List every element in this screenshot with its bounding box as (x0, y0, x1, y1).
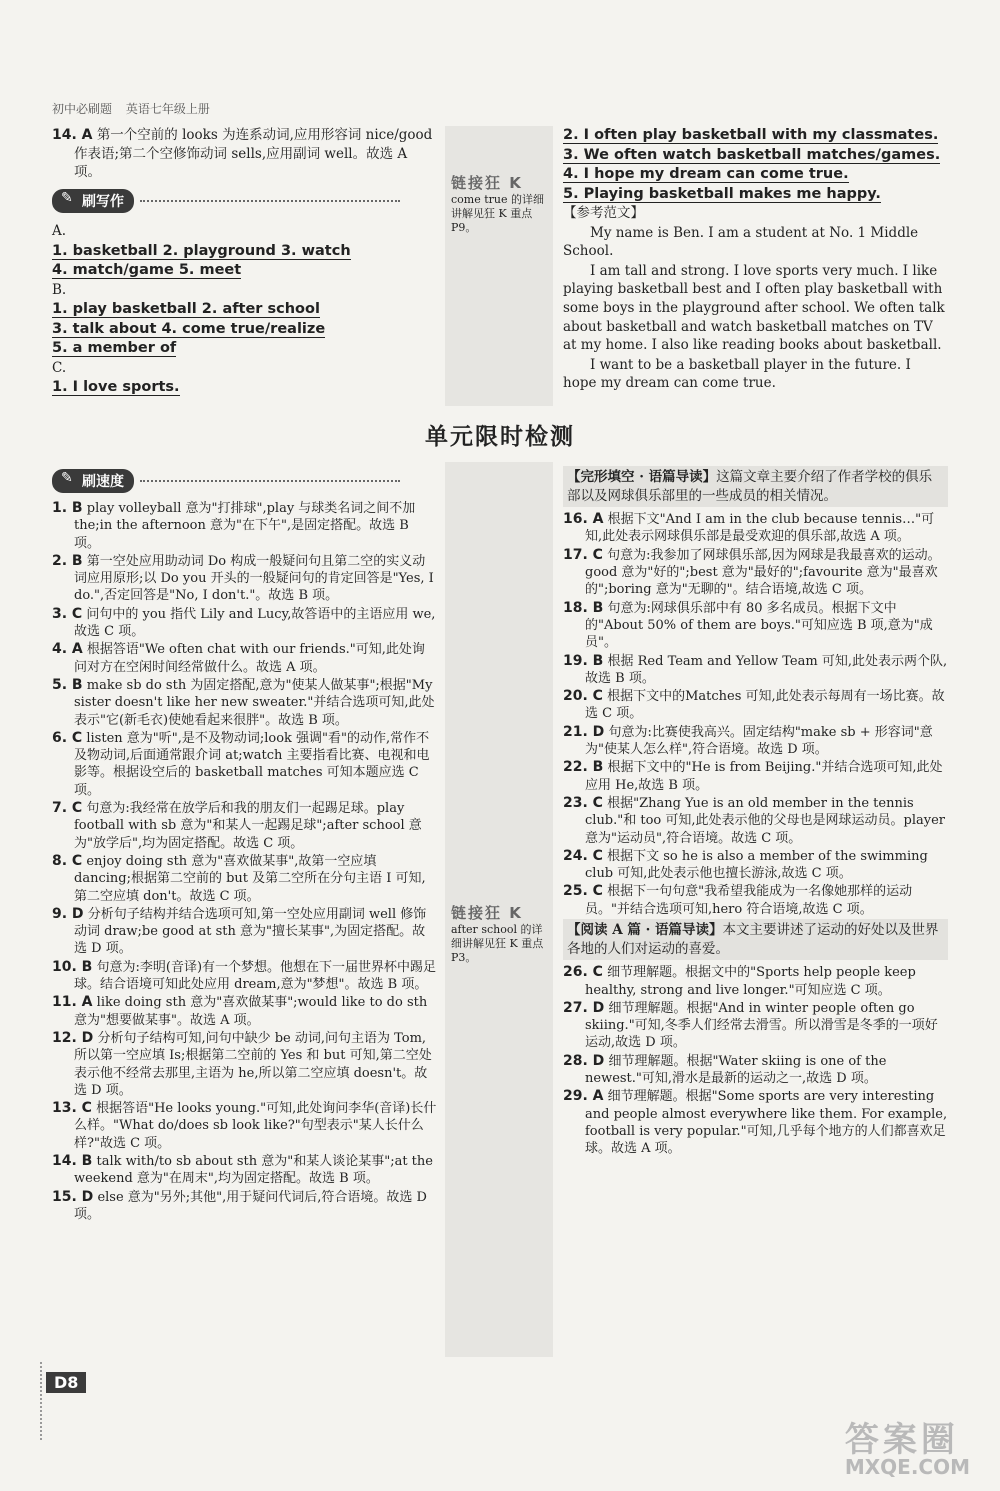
item-text: 根据下文中的"He is from Beijing."并结合选项可知,此处应用 He,故选 B 项。 (585, 760, 943, 793)
answer-item (52, 500, 437, 552)
item-text: 第一空处应用助动词 Do 构成一般疑问句且第二空的实义动词应用原形;以 Do you 开头的一般疑问句的肯定回答是"Yes, I do.",否定回答是"No, I don't."。故选 B 项。 (74, 553, 434, 604)
link-logo: 链接狂 K (451, 174, 523, 192)
essay-para-1: My name is Ben. I am a student at No. 1 Middle School. (563, 224, 919, 260)
answer-item (52, 1100, 437, 1152)
item-number: 29. A (563, 1088, 604, 1105)
answer-item (52, 853, 437, 905)
watermark (845, 1412, 970, 1479)
item-text: play volleyball 意为"打排球",play 与球类名词之间不加 the;in the afternoon 意为"在下午",是固定搭配。故选 B 项。 (74, 501, 416, 551)
answer-item (52, 553, 437, 605)
answer-item (563, 883, 948, 918)
item-text: 根据 Red Team and Yellow Team 可知,此处表示两个队,故选 B 项。 (585, 653, 948, 686)
item-text: 根据答语"He looks young."可知,此处询问李华(音译)长什么样。"What do/does sb look like?"句型表示"某人长什么样?"故选 C 项。 (74, 1101, 437, 1151)
badge-label: ✎ 刷速度 (52, 469, 134, 493)
item-text: 句意为:我经常在放学后和我的朋友们一起踢足球。play football with sb 意为"和某人一起踢足球";after school 意为"放学后",均为固定搭配。故选 C 项。 (74, 801, 422, 851)
answer-item (52, 959, 437, 994)
item-number: 12. D (52, 1029, 94, 1046)
top-left-column (52, 126, 437, 183)
sidebar-note-top (445, 126, 553, 406)
item-number: 15. D (52, 1188, 94, 1205)
guide-text: 这篇文章主要介绍了作者学校的俱乐部以及网球俱乐部里的一些成员的相关情况。 (567, 469, 933, 504)
b-line-1: 1. play basketball 2. after school (52, 301, 320, 318)
answer-2: 2. I often play basketball with my classmates. (563, 127, 939, 143)
corner-rule (40, 1362, 44, 1440)
item-number: 16. A (563, 511, 604, 528)
answer-3: 3. We often watch basketball matches/games. (563, 146, 941, 163)
item-number: 22. B (563, 759, 604, 776)
answer-item (52, 906, 437, 958)
answer-item (563, 1000, 948, 1052)
answer-item (563, 964, 948, 999)
item-number: 18. B (563, 599, 604, 616)
item-text: 根据下文"And I am in the club because tennis…"可知,此处表示网球俱乐部是最受欢迎的俱乐部,故选 A 项。 (585, 512, 935, 545)
section-b-label: B. (52, 281, 67, 298)
item-number: 11. A (52, 994, 93, 1011)
item-number: 19. B (563, 652, 604, 669)
item-text: 细节理解题。根据"Some sports are very interesting and people almost everywhere like them. For example, football is very popular."可知,几乎每个地方的人们都喜欢足球。故选 A 项。 (585, 1089, 948, 1157)
section-c-label: C. (52, 359, 67, 376)
answer-item (563, 724, 948, 759)
left-answer-list (52, 500, 437, 1224)
item-text: make sb do sth 为固定搭配,意为"使某人做某事";根据"My sister doesn't like her new sweater."并结合选项可知,此处表示"它(新毛衣)使她看起来很胖"。故选 B 项。 (74, 677, 435, 728)
cloze-guide (563, 466, 948, 507)
item-number: 27. D (563, 999, 605, 1016)
item-text: else 意为"另外;其他",用于疑问代词后,符合语境。故选 D 项。 (74, 1189, 427, 1222)
answer-item (52, 641, 437, 676)
essay-para-2: I am tall and strong. I love sports very much. I like playing basketball best and I often play basketball with some boys in the playground after school. We often talk about basketball and watch basketball matches on TV at my home. I also like reading books about basketball. (563, 262, 945, 354)
item-14-top (52, 126, 437, 182)
right-answer-list (563, 466, 948, 1158)
answer-item (52, 730, 437, 799)
section-a-label: A. (52, 223, 67, 239)
dotted-rule (140, 480, 400, 482)
reading-guide (563, 919, 948, 960)
b-line-3: 5. a member of (52, 340, 177, 357)
answer-5: 5. Playing basketball makes me happy. (563, 185, 881, 202)
a-line-1: 1. basketball 2. playground 3. watch (52, 242, 351, 259)
section-title: 单元限时检测 (425, 424, 575, 450)
item-number: 28. D (563, 1052, 605, 1069)
answer-item (563, 600, 948, 652)
item-number: 21. D (563, 723, 605, 740)
item-text: listen 意为"听",是不及物动词;look 强调"看"的动作,常作不及物动词,后面通常跟介词 at;watch 主要指看比赛、电视和电影等。根据设空后的 basketball matches 可知本题应选 C 项。 (74, 730, 430, 798)
item-text: 根据下文 so he is also a member of the swimming club 可知,此处表示他也擅长游泳,故选 C 项。 (585, 848, 928, 882)
item-number: 24. C (563, 847, 603, 864)
c-line-1: 1. I love sports. (52, 379, 180, 396)
item-number: 26. C (563, 964, 603, 981)
watermark-brand: 答案圈 (844, 1420, 959, 1460)
writing-answers (52, 222, 437, 398)
item-text: 句意为:李明(音译)有一个梦想。他想在下一届世界杯中踢足球。结合语境可知此处应用 dream,意为"梦想"。故选 B 项。 (74, 959, 437, 993)
sidebar-note-mid (445, 462, 553, 1357)
badge-label: ✎ 刷写作 (52, 189, 134, 213)
item-text: like doing sth 意为"喜欢做某事";would like to do sth 意为"想要做某事"。故选 A 项。 (74, 995, 428, 1028)
link-logo: 链接狂 K (451, 904, 523, 922)
item-number: 9. D (52, 905, 84, 922)
essay-label: 【参考范文】 (563, 205, 644, 221)
item-text: 分析句子结构可知,问句中缺少 be 动词,问句主语为 Tom,所以第一空应填 Is;根据第二空前的 Yes 和 but 可知,第二空处表示他不经常去那里,主语为 he,所以第二空应填 doesn't。故选 D 项。 (74, 1030, 432, 1098)
writing-badge (52, 190, 400, 212)
answer-item (563, 795, 948, 847)
answer-item (52, 994, 437, 1029)
guide-label: 【阅读 A 篇 · 语篇导读】 (567, 922, 723, 939)
item-number: 6. C (52, 729, 83, 746)
item-text: 句意为:比赛使我高兴。固定结构"make sb + 形容词"意为"使某人怎么样",符合语境。故选 D 项。 (585, 724, 933, 758)
item-text: 细节理解题。根据"Water skiing is one of the newest."可知,滑水是最新的运动之一,故选 D 项。 (585, 1053, 887, 1086)
item-text: 问句中的 you 指代 Lily and Lucy,故答语中的主语应用 we,故选 C 项。 (74, 606, 436, 640)
answer-item (563, 759, 948, 794)
item-number: 14. B (52, 1152, 93, 1169)
item-text: enjoy doing sth 意为"喜欢做某事",故第一空应填 dancing;根据第二空前的 but 及第二空所在分句主语 I 可知,第二空应填 don't。故选 C 项。 (74, 853, 426, 904)
reading-items (563, 964, 948, 1157)
answer-item (52, 1030, 437, 1099)
answer-item (563, 1088, 948, 1157)
answer-item (52, 606, 437, 641)
top-right-column (563, 126, 948, 394)
answer-item (563, 848, 948, 883)
item-number: 20. C (563, 688, 603, 705)
item-text: 根据"Zhang Yue is an old member in the tennis club."和 too 可知,此处表示他的父母也是网球运动员。player 意为"运动员",符合语境。故选 C 项。 (585, 795, 946, 846)
answer-item (563, 653, 948, 688)
cloze-items (563, 511, 948, 918)
answer-item (563, 688, 948, 723)
answer-item (52, 1153, 437, 1188)
watermark-url: MXQE.COM (844, 1455, 970, 1479)
item-number: 10. B (52, 958, 93, 975)
item-number: 4. A (52, 641, 83, 658)
guide-label: 【完形填空 · 语篇导读】 (567, 469, 717, 485)
item-number: 3. C (52, 605, 83, 622)
speed-badge (52, 470, 400, 492)
item-text: 细节理解题。根据"And in winter people often go skiing."可知,冬季人们经常去滑雪。所以滑雪是冬季的一项好运动,故选 D 项。 (585, 1000, 938, 1051)
item-number: 5. B (52, 676, 83, 693)
b-line-2: 3. talk about 4. come true/realize (52, 320, 326, 337)
note-text: come true 的详细讲解见狂 K 重点 P9。 (451, 193, 544, 234)
item-text: 句意为:我参加了网球俱乐部,因为网球是我最喜欢的运动。good 意为"好的";best 意为"最好的";favourite 意为"最喜欢的";boring 意为"无聊的"。结合语境,故选 C 项。 (585, 547, 941, 598)
answer-item (563, 1053, 948, 1088)
item-number: 13. C (52, 1100, 92, 1117)
answer-item (563, 511, 948, 546)
a-line-2: 4. match/game 5. meet (52, 262, 242, 279)
item-number: 17. C (563, 546, 603, 563)
guide-text: 本文主要讲述了运动的好处以及世界各地的人们对运动的喜爱。 (567, 922, 939, 957)
page-number: D8 (46, 1372, 86, 1393)
item-text: 分析句子结构并结合选项可知,第一空处应用副词 well 修饰动词 draw;be good at sth 意为"擅长某事",为固定搭配。故选 D 项。 (74, 906, 427, 957)
item-number: 1. B (52, 500, 83, 516)
answer-item (563, 547, 948, 599)
note-text: after school 的详细讲解见狂 K 重点 P3。 (451, 923, 544, 964)
item-text: 细节理解题。根据文中的"Sports help people keep healthy, strong and live longer."可知应选 C 项。 (585, 965, 916, 998)
item-number: 23. C (563, 794, 603, 811)
item-text: talk with/to sb about sth 意为"和某人谈论某事";at the weekend 意为"在周末",均为固定搭配。故选 B 项。 (74, 1153, 433, 1187)
dotted-rule (140, 200, 400, 202)
answer-item (52, 800, 437, 852)
item-number: 25. C (563, 883, 603, 900)
item-number: 8. C (52, 852, 83, 869)
item-text: 根据下一句句意"我希望我能成为一名像她那样的运动员。"并结合选项可知,hero 符合语境,故选 C 项。 (585, 884, 913, 917)
item-text: 第一个空前的 looks 为连系动词,应用形容词 nice/good 作表语;第二个空修饰动词 sells,应用副词 well。故选 A 项。 (74, 127, 433, 181)
answer-4: 4. I hope my dream can come true. (563, 166, 849, 182)
subject-name: 英语七年级上册 (125, 102, 210, 116)
answer-item (52, 1189, 437, 1224)
item-text: 根据答语"We often chat with our friends."可知,此处询问对方在空闲时间经常做什么。故选 A 项。 (74, 642, 425, 675)
book-name: 初中必刷题 (52, 102, 113, 116)
running-header (52, 100, 220, 117)
answer-item (52, 677, 437, 729)
item-text: 根据下文中的Matches 可知,此处表示每周有一场比赛。故选 C 项。 (585, 689, 945, 722)
item-number: 14. A (52, 127, 93, 143)
item-number: 2. B (52, 552, 83, 569)
item-number: 7. C (52, 800, 83, 817)
essay-para-3: I want to be a basketball player in the future. I hope my dream can come true. (563, 356, 911, 392)
item-text: 句意为:网球俱乐部中有 80 多名成员。根据下文中的"About 50% of them are boys."可知应选 B 项,意为"成员"。 (585, 600, 933, 651)
